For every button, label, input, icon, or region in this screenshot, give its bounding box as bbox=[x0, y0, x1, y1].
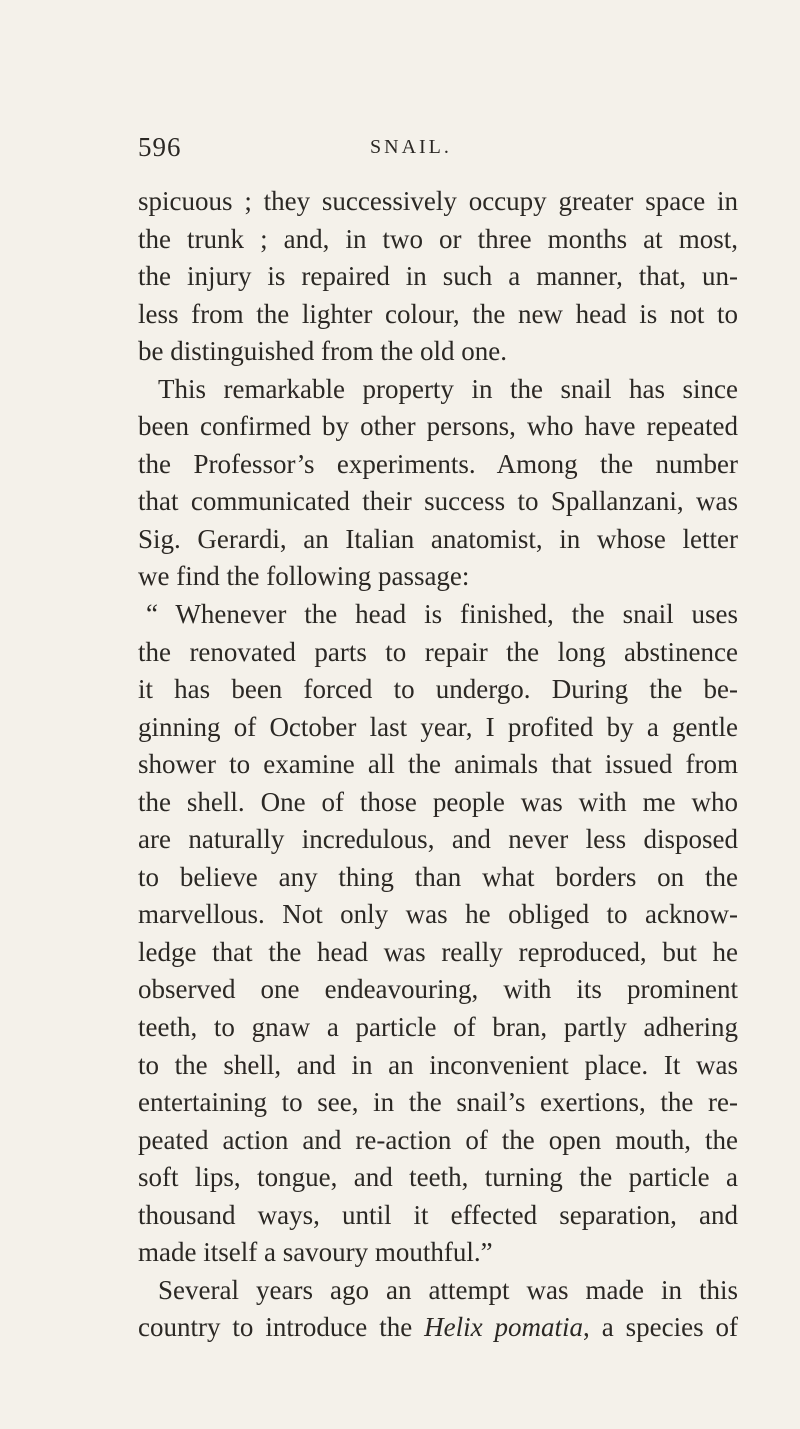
italic-species-name: Helix pomatia bbox=[424, 1312, 584, 1343]
text-line: entertaining to see, in the snail’s exertions, the re- bbox=[138, 1087, 738, 1118]
paragraph-start-line: This remarkable property in the snail has since bbox=[158, 373, 738, 404]
text-line: ledge that the head was really reproduced, but he bbox=[138, 936, 738, 967]
text-line: spicuous ; they successively occupy greater space in bbox=[138, 186, 738, 216]
text-line: Sig. Gerardi, an Italian anatomist, in whose letter bbox=[138, 523, 738, 554]
quote-start-line: “ Whenever the head is finished, the snail uses bbox=[146, 599, 738, 630]
text-line: teeth, to gnaw a particle of bran, partly adhering bbox=[138, 1012, 738, 1043]
text-line: ginning of October last year, I profited by a gentle bbox=[138, 711, 738, 742]
page-header bbox=[138, 132, 738, 168]
text-line: to the shell, and in an inconvenient place. It was bbox=[138, 1049, 738, 1080]
text-line: thousand ways, until it effected separation, and bbox=[138, 1199, 738, 1230]
text-line: to believe any thing than what borders on the bbox=[138, 861, 738, 892]
text-line: soft lips, tongue, and teeth, turning the particle a bbox=[138, 1162, 738, 1193]
text-line-with-italic bbox=[138, 1309, 738, 1347]
text-line: be distinguished from the old one. bbox=[138, 336, 507, 367]
text-line: the injury is repaired in such a manner, that, un- bbox=[138, 261, 738, 292]
text-line: observed one endeavouring, with its prominent bbox=[138, 974, 738, 1005]
text-line: the renovated parts to repair the long abstinence bbox=[138, 636, 738, 667]
text-line: peated action and re-action of the open mouth, the bbox=[138, 1124, 738, 1155]
text-line: shower to examine all the animals that issued from bbox=[138, 749, 738, 780]
text-segment: country to introduce the bbox=[138, 1312, 425, 1343]
body-text bbox=[138, 183, 738, 1347]
text-line: the Professor’s experiments. Among the number bbox=[138, 448, 738, 479]
text-line: less from the lighter colour, the new head is not to bbox=[138, 298, 738, 329]
text-line: the shell. One of those people was with me who bbox=[138, 786, 738, 817]
text-line: are naturally incredulous, and never less disposed bbox=[138, 824, 738, 855]
text-line: the trunk ; and, in two or three months at most, bbox=[138, 223, 738, 254]
text-line: marvellous. Not only was he obliged to acknow- bbox=[138, 899, 738, 930]
text-line: made itself a savoury mouthful.” bbox=[138, 1237, 493, 1268]
text-segment: , a species of bbox=[583, 1312, 738, 1343]
text-line: we find the following passage: bbox=[138, 561, 470, 592]
page-number: 596 bbox=[138, 132, 182, 162]
text-line: that communicated their success to Spallanzani, was bbox=[138, 486, 738, 517]
running-head: SNAIL. bbox=[370, 136, 452, 158]
text-line: it has been forced to undergo. During the be- bbox=[138, 674, 738, 705]
text-line: been confirmed by other persons, who have repeated bbox=[138, 411, 738, 442]
paragraph-start-line: Several years ago an attempt was made in this bbox=[158, 1274, 738, 1305]
